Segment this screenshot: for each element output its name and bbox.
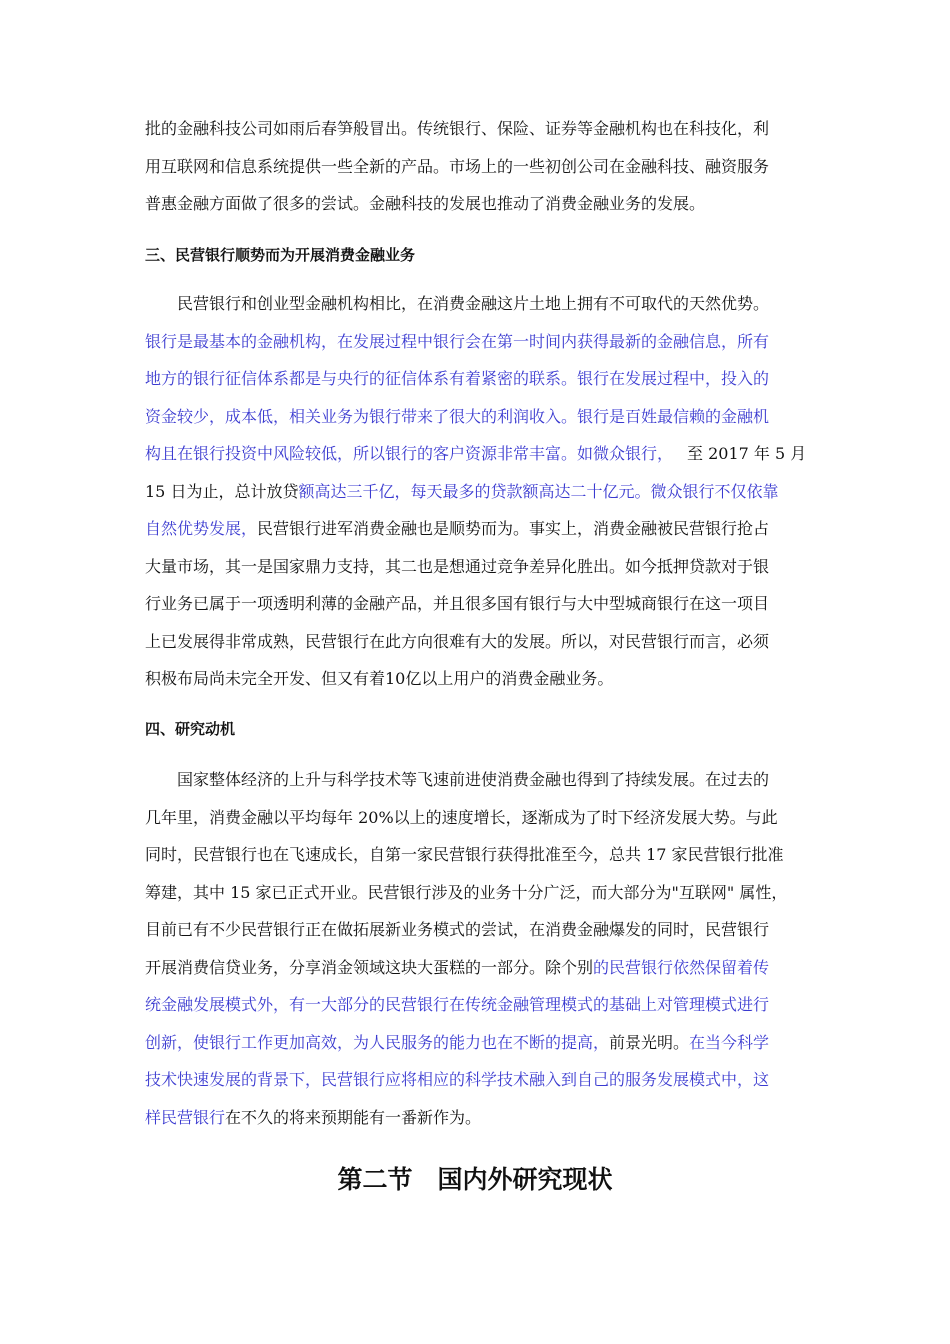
highlighted-line: 地方的银行征信体系都是与央行的征信体系有着紧密的联系。银行在发展过程中，投入的 [145, 369, 770, 388]
text-line [145, 435, 810, 473]
text-line: 普惠金融方面做了很多的尝试。金融科技的发展也推动了消费金融业务的发展。 [145, 194, 706, 213]
text-line: 同时，民营银行也在飞速成长，自第一家民营银行获得批准至今，总共 17 家民营银行批准 [145, 845, 784, 864]
text-line: 几年里，消费金融以平均每年 20%以上的速度增长，逐渐成为了时下经济发展大势。与此 [145, 807, 778, 827]
text-line: 积极布局尚未完全开发、但又有着10亿以上用户的消费金融业务。 [145, 669, 614, 688]
highlighted-text: 构且在银行投资中风险较低，所以银行的客户资源非常丰富。如微众银行， [145, 444, 674, 463]
highlighted-text: 在当今科学 [689, 1032, 770, 1052]
highlighted-line: 银行是最基本的金融机构，在发展过程中银行会在第一时间内获得最新的金融信息，所有 [145, 331, 770, 351]
plain-text: 在不久的将来预期能有一番新作为。 [225, 1107, 482, 1127]
highlighted-line: 资金较少，成本低，相关业务为银行带来了很大的利润收入。银行是百姓最信赖的金融机 [145, 406, 770, 426]
text-line: 用互联网和信息系统提供一些全新的产品。市场上的一些初创公司在金融科技、融资服务 [145, 156, 770, 176]
paragraph-fintech [145, 110, 810, 223]
text-line [145, 1099, 810, 1137]
heading-section-3: 三、民营银行顺势而为开展消费金融业务 [145, 246, 416, 264]
highlighted-text: 额高达三千亿，每天最多的贷款额高达二十亿元。微众银行不仅依靠 [298, 481, 779, 501]
text-line [145, 510, 810, 548]
highlighted-text: 样民营银行 [145, 1107, 226, 1127]
text-line: 筹建，其中 15 家已正式开业。民营银行涉及的业务十分广泛，而大部分为"互联网" 属性， [145, 882, 788, 902]
highlighted-text: 的民营银行依然保留着传 [593, 957, 770, 977]
highlighted-text: 创新，使银行工作更加高效，为人民服务的能力也在不断的提高， [145, 1032, 610, 1052]
plain-text: 前景光明。 [609, 1032, 690, 1052]
text-line: 大量市场，其一是国家鼎力支持，其二也是想通过竞争差异化胜出。如今抵押贷款对于银 [145, 556, 770, 576]
text-line: 行业务已属于一项透明利薄的金融产品，并且很多国有银行与大中型城商银行在这一项目 [145, 594, 770, 613]
heading-section-4: 四、研究动机 [145, 720, 236, 738]
section-title: 第二节 国内外研究现状 [337, 1165, 613, 1194]
plain-text: 开展消费信贷业务，分享消金领域这块大蛋糕的一部分。除个别 [145, 957, 594, 977]
text-line: 民营银行和创业型金融机构相比，在消费金融这片土地上拥有不可取代的天然优势。 [177, 294, 770, 313]
paragraph-research-motivation [145, 761, 810, 1136]
text-line [145, 1024, 810, 1062]
text-line: 上已发展得非常成熟，民营银行在此方向很难有大的发展。所以，对民营银行而言，必须 [145, 631, 770, 651]
text-line [145, 949, 810, 987]
text-line: 目前已有不少民营银行正在做拓展新业务模式的尝试，在消费金融爆发的同时，民营银行 [145, 920, 770, 939]
text-line [145, 473, 810, 511]
highlighted-line: 技术快速发展的背景下，民营银行应将相应的科学技术融入到自己的服务发展模式中，这 [145, 1070, 770, 1089]
plain-text: 至 2017 年 5 月 [687, 444, 807, 463]
plain-text: 民营银行进军消费金融也是顺势而为。事实上，消费金融被民营银行抢占 [257, 519, 770, 538]
plain-text: 15 日为止，总计放贷 [145, 481, 299, 501]
text-line: 批的金融科技公司如雨后春笋般冒出。传统银行、保险、证券等金融机构也在科技化，利 [145, 119, 770, 138]
highlighted-line: 统金融发展模式外，有一大部分的民营银行在传统金融管理模式的基础上对管理模式进行 [145, 995, 770, 1014]
highlighted-text: 自然优势发展， [145, 519, 258, 538]
text-line: 国家整体经济的上升与科学技术等飞速前进使消费金融也得到了持续发展。在过去的 [177, 770, 770, 789]
paragraph-private-banks [145, 285, 810, 698]
